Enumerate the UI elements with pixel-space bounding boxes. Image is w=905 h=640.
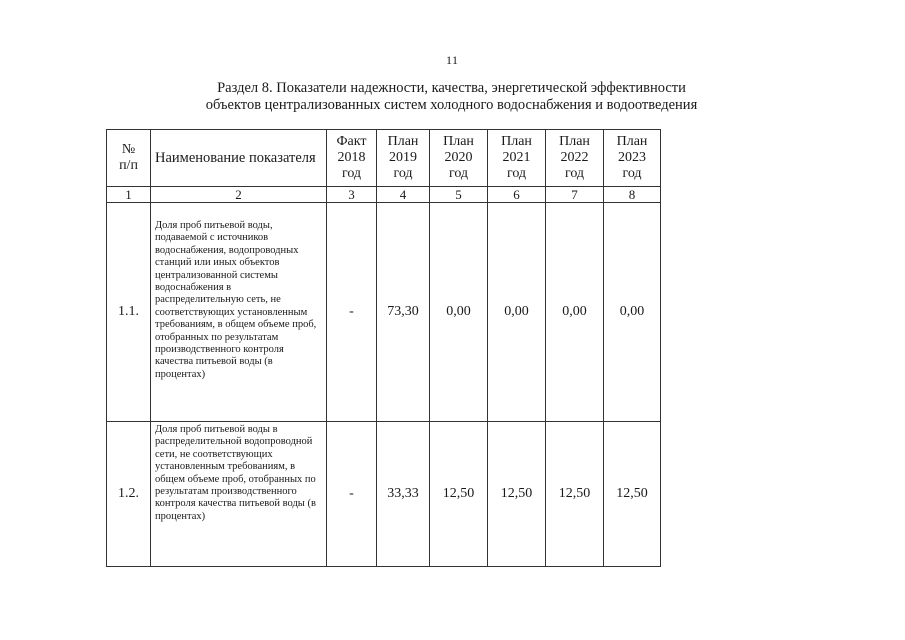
header-num-label: п/п xyxy=(119,158,138,173)
header-col-plan-2022 xyxy=(546,130,604,187)
table-row xyxy=(107,203,661,422)
indicator-description: Доля проб питьевой воды, подаваемой с источников водоснабжения, водопроводных станций или иных объектов централизованной системы водоснабжения в распределительную сеть, не соответствующих установленным требованиям, в общем объеме проб, отобранных по результатам производственного контроля качества питьевой воды (в процентах) xyxy=(151,203,327,422)
header-year: 2018 xyxy=(337,150,366,165)
column-number: 5 xyxy=(430,187,488,203)
header-label: План xyxy=(443,134,474,149)
value-cell: 33,33 xyxy=(377,422,430,567)
column-number: 3 xyxy=(327,187,377,203)
value-cell: 12,50 xyxy=(604,422,661,567)
header-col-fact-2018 xyxy=(327,130,377,187)
value-cell: 12,50 xyxy=(546,422,604,567)
header-col-plan-2023 xyxy=(604,130,661,187)
header-label: План xyxy=(501,134,532,149)
header-label: План xyxy=(616,134,648,149)
indicators-table xyxy=(106,129,661,567)
value-cell: 12,50 xyxy=(430,422,488,567)
value-cell: 0,00 xyxy=(488,203,546,422)
header-col-plan-2020 xyxy=(430,130,488,187)
value-cell: 0,00 xyxy=(430,203,488,422)
header-col-plan-2021 xyxy=(488,130,546,187)
value-cell: 0,00 xyxy=(546,203,604,422)
header-unit: год xyxy=(622,166,642,181)
value-cell: 12,50 xyxy=(488,422,546,567)
row-number: 1.2. xyxy=(107,422,151,567)
row-number: 1.1. xyxy=(107,203,151,422)
header-unit: год xyxy=(393,166,413,181)
header-year: 2021 xyxy=(502,150,531,165)
header-unit: год xyxy=(341,166,362,181)
column-number: 1 xyxy=(107,187,151,203)
header-num xyxy=(107,130,151,187)
column-numbers-row xyxy=(107,187,661,203)
header-unit: год xyxy=(506,166,527,181)
page-number: 11 xyxy=(446,53,459,67)
title-line-2: объектов централизованных систем холодного водоснабжения и водоотведения xyxy=(205,97,698,113)
title-line-1: Раздел 8. Показатели надежности, качества, энергетической эффективности xyxy=(217,80,686,96)
value-cell: 0,00 xyxy=(604,203,661,422)
header-label: Факт xyxy=(336,134,367,149)
header-col-plan-2019 xyxy=(377,130,430,187)
header-num-symbol: № xyxy=(121,142,136,157)
table-row xyxy=(107,422,661,567)
value-cell: - xyxy=(327,422,377,567)
header-row xyxy=(107,130,661,187)
header-name: Наименование показателя xyxy=(151,130,327,187)
header-unit: год xyxy=(564,166,585,181)
column-number: 7 xyxy=(546,187,604,203)
column-number: 4 xyxy=(377,187,430,203)
column-number: 8 xyxy=(604,187,661,203)
header-year: 2023 xyxy=(618,150,646,165)
value-cell: - xyxy=(327,203,377,422)
header-unit: год xyxy=(448,166,469,181)
header-year: 2022 xyxy=(560,150,589,165)
value-cell: 73,30 xyxy=(377,203,430,422)
column-number: 6 xyxy=(488,187,546,203)
header-year: 2020 xyxy=(444,150,473,165)
header-year: 2019 xyxy=(389,150,417,165)
header-label: План xyxy=(559,134,590,149)
section-title xyxy=(150,80,753,114)
column-number: 2 xyxy=(151,187,327,203)
header-label: План xyxy=(387,134,419,149)
indicator-description: Доля проб питьевой воды в распределительной водопроводной сети, не соответствующих установленным требованиям, в общем объеме проб, отобранных по результатам производственного контроля качества питьевой воды (в процентах) xyxy=(151,422,327,567)
